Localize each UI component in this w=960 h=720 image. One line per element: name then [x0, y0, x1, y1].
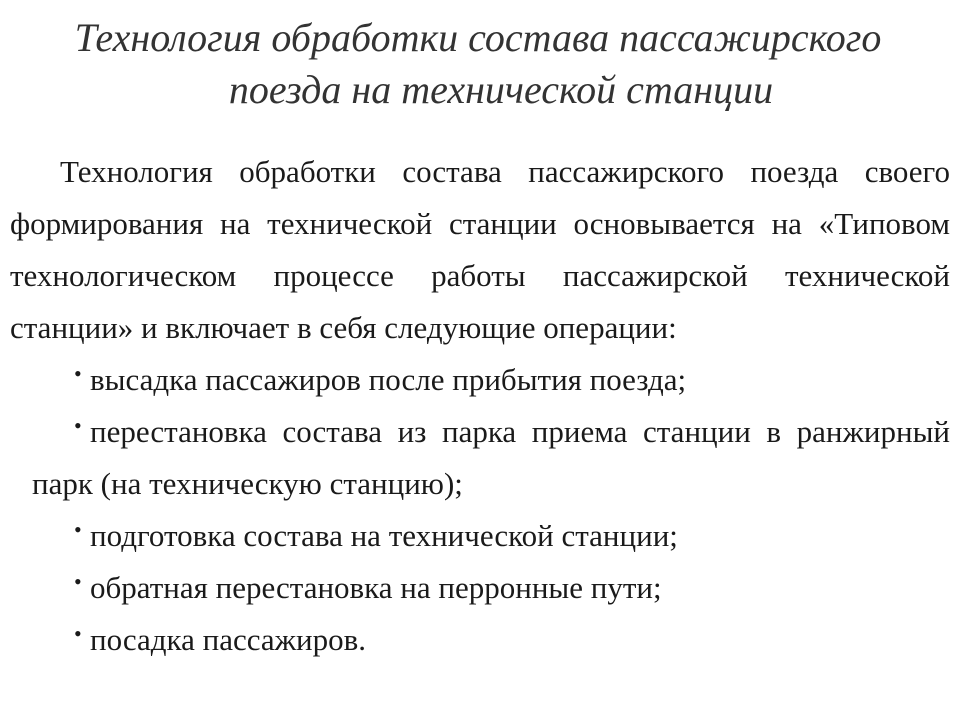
- list-item: [10, 510, 950, 562]
- operation-text: посадка пассажиров.: [90, 622, 367, 657]
- operations-list: [10, 354, 950, 666]
- bullet-icon: •: [74, 517, 82, 542]
- operation-text: высадка пассажиров после прибытия поезда;: [90, 362, 687, 397]
- bullet-icon: •: [74, 569, 82, 594]
- slide-title: [20, 12, 950, 116]
- operation-text: подготовка состава на технической станции;: [90, 518, 678, 553]
- list-item: [10, 562, 950, 614]
- bullet-icon: •: [74, 361, 82, 386]
- list-item: [10, 354, 950, 406]
- bullet-icon: •: [74, 413, 82, 438]
- bullet-icon: •: [74, 621, 82, 646]
- list-item: [10, 614, 950, 666]
- intro-paragraph: Технология обработки состава пассажирского поезда своего формирования на технической станции основывается на «Типовом технологическом процессе работы пассажирской технической станции» и включает в себя следующие операции:: [10, 154, 950, 345]
- slide-title-line-2: поезда на технической станции: [228, 67, 774, 112]
- list-item: [10, 406, 950, 510]
- operation-text: перестановка состава из парка приема станции в ранжирный парк (на техническую станцию);: [32, 414, 950, 501]
- slide-body: [10, 146, 950, 666]
- operation-text: обратная перестановка на перронные пути;: [90, 570, 662, 605]
- slide-title-line-1: Технология обработки состава пассажирского: [74, 15, 882, 60]
